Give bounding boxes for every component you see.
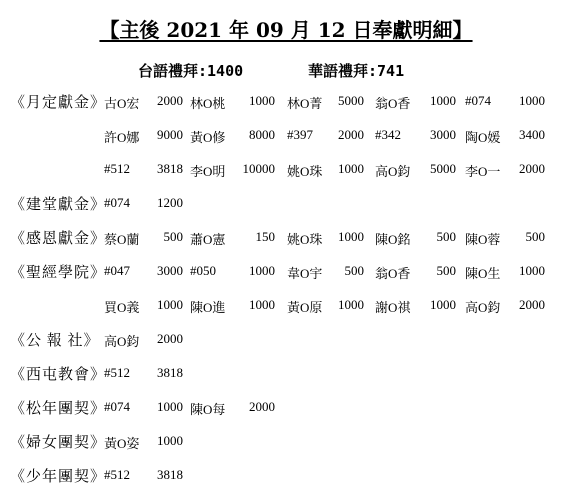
donor-name: 高O鈞 [465,300,501,315]
offering-amount: 2000 [338,127,364,142]
page-title [0,14,572,43]
donor-name: #512 [104,161,130,176]
donor-name: 陳O進 [190,300,226,315]
offering-amount: 3818 [157,161,183,176]
ledger-line [0,161,572,183]
section-label: 《月定獻金》 [10,95,107,111]
donor-name: 蔡O蘭 [104,232,140,247]
offering-amount: 2000 [519,297,545,312]
offering-amount: 1000 [430,297,456,312]
donor-name: #512 [104,365,130,380]
donor-name: 蕭O憲 [190,232,226,247]
offering-amount: 500 [163,229,183,244]
offering-amount: 10000 [242,161,275,176]
ledger-line [0,399,572,421]
donor-name: 翁O香 [375,266,411,281]
donor-name: 陳O生 [465,266,501,281]
donor-name: #047 [104,263,130,278]
title-text: 【主後 2021 年 09 月 12 日奉獻明細】 [99,18,473,42]
offering-amount: 500 [436,229,456,244]
ledger-line [0,331,572,353]
ledger-line [0,297,572,319]
offering-amount: 3818 [157,365,183,380]
donor-name: 陶O媛 [465,130,501,145]
donor-name: 姚O珠 [287,232,323,247]
donor-name: 陳O蓉 [465,232,501,247]
section-label: 《婦女團契》 [10,435,107,451]
donor-name: 翁O香 [375,96,411,111]
donor-name: 黃O修 [190,130,226,145]
offering-amount: 500 [344,263,364,278]
offering-amount: 1000 [157,433,183,448]
ledger-line [0,433,572,455]
donor-name: 陳O每 [190,402,226,417]
donor-name: #074 [104,399,130,414]
offering-amount: 1000 [338,297,364,312]
offering-amount: 2000 [249,399,275,414]
donor-name: 李O一 [465,164,501,179]
offering-amount: 1000 [157,399,183,414]
offering-amount: 500 [436,263,456,278]
offering-amount: 2000 [157,93,183,108]
offering-amount: 5000 [338,93,364,108]
donor-name: 買O義 [104,300,140,315]
donor-name: 古O宏 [104,96,140,111]
donor-name: 高O鈞 [375,164,411,179]
offering-amount: 1000 [338,229,364,244]
ledger-line [0,263,572,285]
donor-name: 黃O姿 [104,436,140,451]
section-label: 《西屯教會》 [10,367,107,383]
section-label: 《感恩獻金》 [10,231,107,247]
ledger-line [0,365,572,387]
offering-amount: 3000 [157,263,183,278]
ledger-line [0,467,572,489]
ledger-line [0,229,572,251]
offering-amount: 2000 [157,331,183,346]
ledger-line [0,127,572,149]
offering-amount: 5000 [430,161,456,176]
offering-amount: 1000 [249,297,275,312]
donor-name: #074 [104,195,130,210]
offering-amount: 2000 [519,161,545,176]
offering-amount: 3000 [430,127,456,142]
section-label: 《公 報 社》 [10,333,100,349]
ledger-line [0,195,572,217]
offering-amount: 9000 [157,127,183,142]
section-label: 《建堂獻金》 [10,197,107,213]
donor-name: #397 [287,127,313,142]
offering-amount: 3400 [519,127,545,142]
donor-name: 謝O祺 [375,300,411,315]
donor-name: 高O鈞 [104,334,140,349]
offering-amount: 3818 [157,467,183,482]
offering-amount: 1000 [430,93,456,108]
donor-name: 林O菁 [287,96,323,111]
offering-amount: 1000 [249,93,275,108]
donor-name: 姚O珠 [287,164,323,179]
donor-name: 許O娜 [104,130,140,145]
offering-amount: 1000 [338,161,364,176]
offering-amount: 1000 [249,263,275,278]
donor-name: #050 [190,263,216,278]
donor-name: #512 [104,467,130,482]
donor-name: 陳O銘 [375,232,411,247]
offering-amount: 8000 [249,127,275,142]
mandarin-attendance: 華語禮拜:741 [308,62,405,80]
donor-name: #074 [465,93,491,108]
ledger-line [0,93,572,115]
donor-name: #342 [375,127,401,142]
offering-amount: 150 [255,229,275,244]
donor-name: 韋O宇 [287,266,323,281]
section-label: 《松年團契》 [10,401,107,417]
offering-amount: 1000 [157,297,183,312]
donor-name: 黃O原 [287,300,323,315]
donor-name: 李O明 [190,164,226,179]
offering-amount: 500 [525,229,545,244]
offering-amount: 1200 [157,195,183,210]
offering-amount: 1000 [519,93,545,108]
donor-name: 林O桃 [190,96,226,111]
section-label: 《少年團契》 [10,469,107,485]
offering-amount: 1000 [519,263,545,278]
taiwanese-attendance: 台語禮拜:1400 [138,62,244,80]
section-label: 《聖經學院》 [10,265,107,281]
